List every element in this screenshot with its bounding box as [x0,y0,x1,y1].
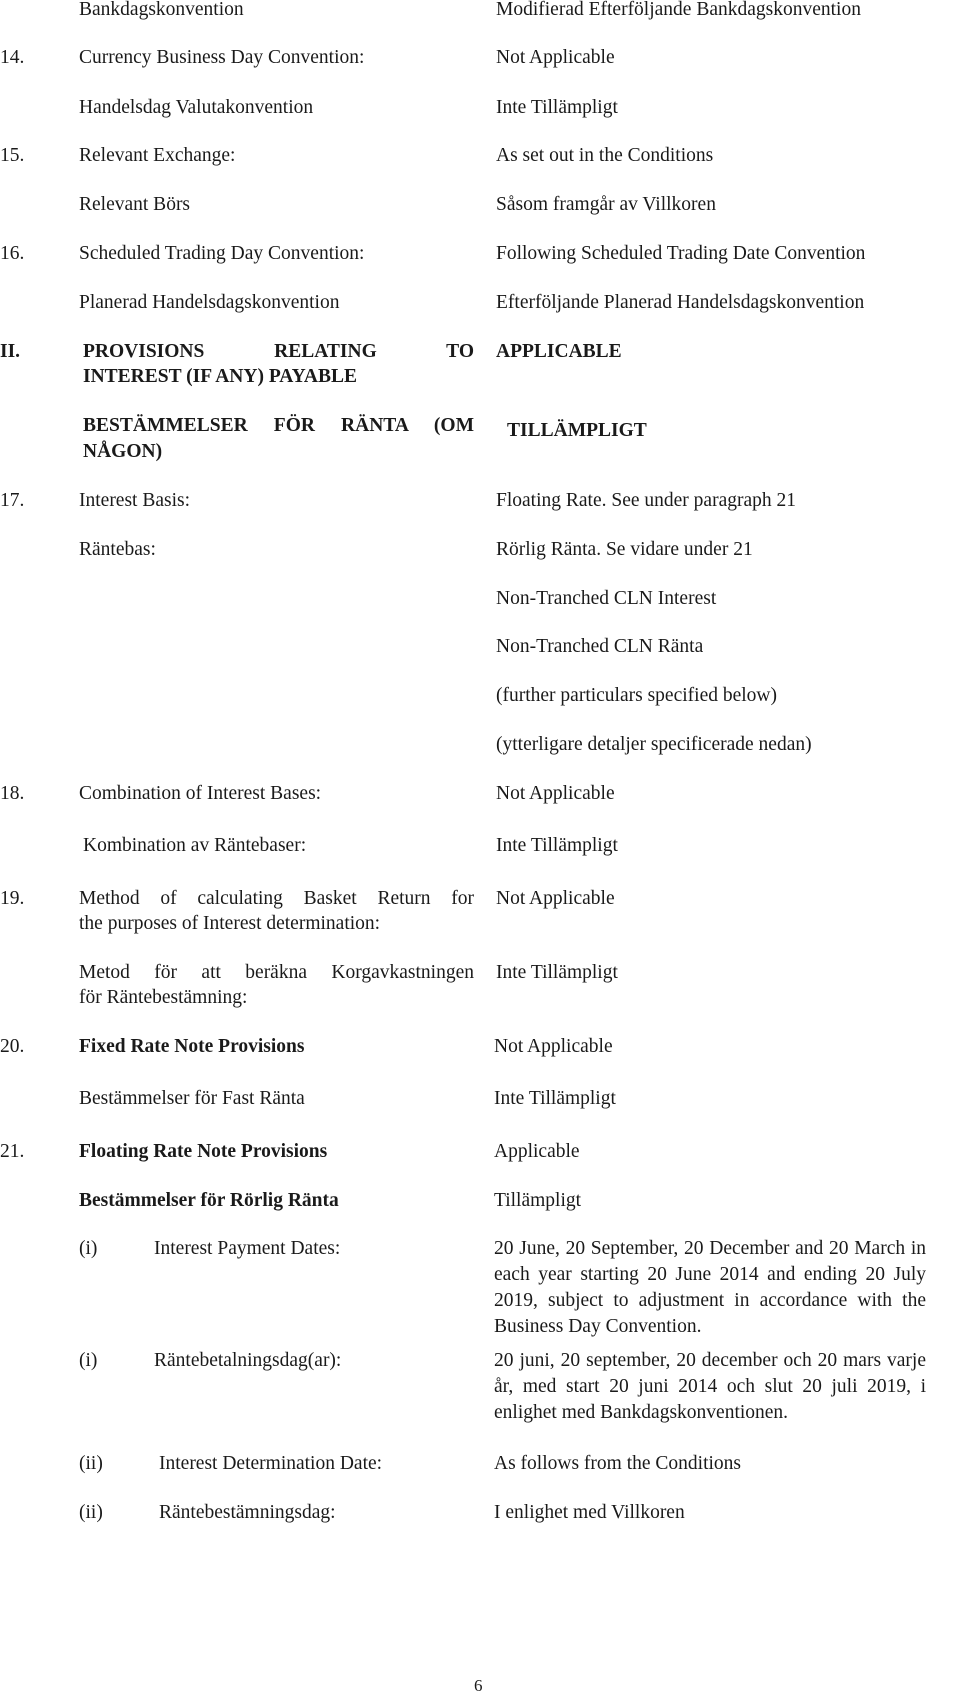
label-sv: Planerad Handelsdagskonvention [79,292,340,313]
sub-item-number: (ii) [79,1453,103,1474]
value-en: Not Applicable [496,783,615,804]
item-number: 20. [0,1036,25,1057]
label-sv: Bestämmelser för Fast Ränta [79,1088,305,1109]
value-sv: Inte Tillämpligt [496,97,618,118]
value-sv: Efterföljande Planerad Handelsdagskonvention [496,292,865,313]
item-number: 16. [0,243,25,264]
value-sv: Tillämpligt [494,1190,582,1211]
label-sv: Handelsdag Valutakonvention [79,97,314,118]
section-title-sv-line2: NÅGON) [83,441,163,462]
label-sv: Relevant Börs [79,194,191,215]
value-en: Applicable [494,1141,580,1162]
value-en: Not Applicable [494,1036,613,1057]
section-title-en-line2: INTEREST (IF ANY) PAYABLE [83,366,357,387]
label-sv: Bankdagskonvention [79,0,244,20]
value-sv: Inte Tillämpligt [494,1088,616,1109]
sub-item-number: (i) [79,1238,98,1259]
value-en: As set out in the Conditions [496,145,714,166]
sub-label-sv: Räntebetalningsdag(ar): [154,1350,342,1371]
label-en-line2: the purposes of Interest determination: [79,913,381,934]
item-number: 19. [0,888,25,909]
sub-label-en: Interest Payment Dates: [154,1238,341,1259]
section-value-sv: TILLÄMPLIGT [507,420,647,441]
value-extra: (ytterligare detaljer specificerade nedan) [496,734,812,755]
value-sv: Rörlig Ränta. Se vidare under 21 [496,539,753,560]
label-en: Fixed Rate Note Provisions [79,1036,305,1057]
item-number: 14. [0,47,25,68]
sub-value-sv: 20 juni, 20 september, 20 december och 20 mars varje år, med start 20 juni 2014 och slut 20 juli 2019, i enlighet med Bankdagskonventionen. [494,1350,926,1423]
sub-value-sv: I enlighet med Villkoren [494,1502,685,1523]
item-number: 21. [0,1141,25,1162]
section-number: II. [0,341,21,362]
sub-label-sv: Räntebestämningsdag: [159,1502,336,1523]
label-en: Combination of Interest Bases: [79,783,322,804]
label-en: Relevant Exchange: [79,145,236,166]
value-sv: Modifierad Efterföljande Bankdagskonvention [496,0,861,20]
section-title-en-line1: PROVISIONS RELATING TO [83,341,474,362]
label-en-line1: Method of calculating Basket Return for [79,888,474,909]
label-sv: Bestämmelser för Rörlig Ränta [79,1190,339,1211]
page-number: 6 [474,1676,483,1695]
label-en: Interest Basis: [79,490,191,511]
section-value-en: APPLICABLE [496,341,622,362]
item-number: 17. [0,490,25,511]
sub-item-number: (i) [79,1350,98,1371]
sub-value-en: 20 June, 20 September, 20 December and 20 March in each year starting 20 June 2014 and ending 20 July 2019, subject to adjustment in accordance with the Business Day Convention. [494,1238,926,1337]
value-sv: Inte Tillämpligt [496,962,618,983]
label-en: Floating Rate Note Provisions [79,1141,328,1162]
value-en: Not Applicable [496,888,615,909]
label-sv-line2: för Räntebestämning: [79,987,248,1008]
sub-value-en: As follows from the Conditions [494,1453,741,1474]
label-sv: Räntebas: [79,539,156,560]
value-extra: Non-Tranched CLN Ränta [496,636,704,657]
section-title-sv-line1: BESTÄMMELSER FÖR RÄNTA (OM [83,415,474,436]
label-sv: Kombination av Räntebaser: [83,835,307,856]
value-extra: Non-Tranched CLN Interest [496,588,717,609]
label-sv-line1: Metod för att beräkna Korgavkastningen [79,962,474,983]
value-en: Following Scheduled Trading Date Convention [496,243,866,264]
item-number: 18. [0,783,25,804]
value-sv: Inte Tillämpligt [496,835,618,856]
item-number: 15. [0,145,25,166]
value-en: Floating Rate. See under paragraph 21 [496,490,796,511]
value-en: Not Applicable [496,47,615,68]
label-en: Currency Business Day Convention: [79,47,365,68]
value-extra: (further particulars specified below) [496,685,777,706]
sub-label-en: Interest Determination Date: [159,1453,383,1474]
value-sv: Såsom framgår av Villkoren [496,194,716,215]
label-en: Scheduled Trading Day Convention: [79,243,365,264]
sub-item-number: (ii) [79,1502,103,1523]
